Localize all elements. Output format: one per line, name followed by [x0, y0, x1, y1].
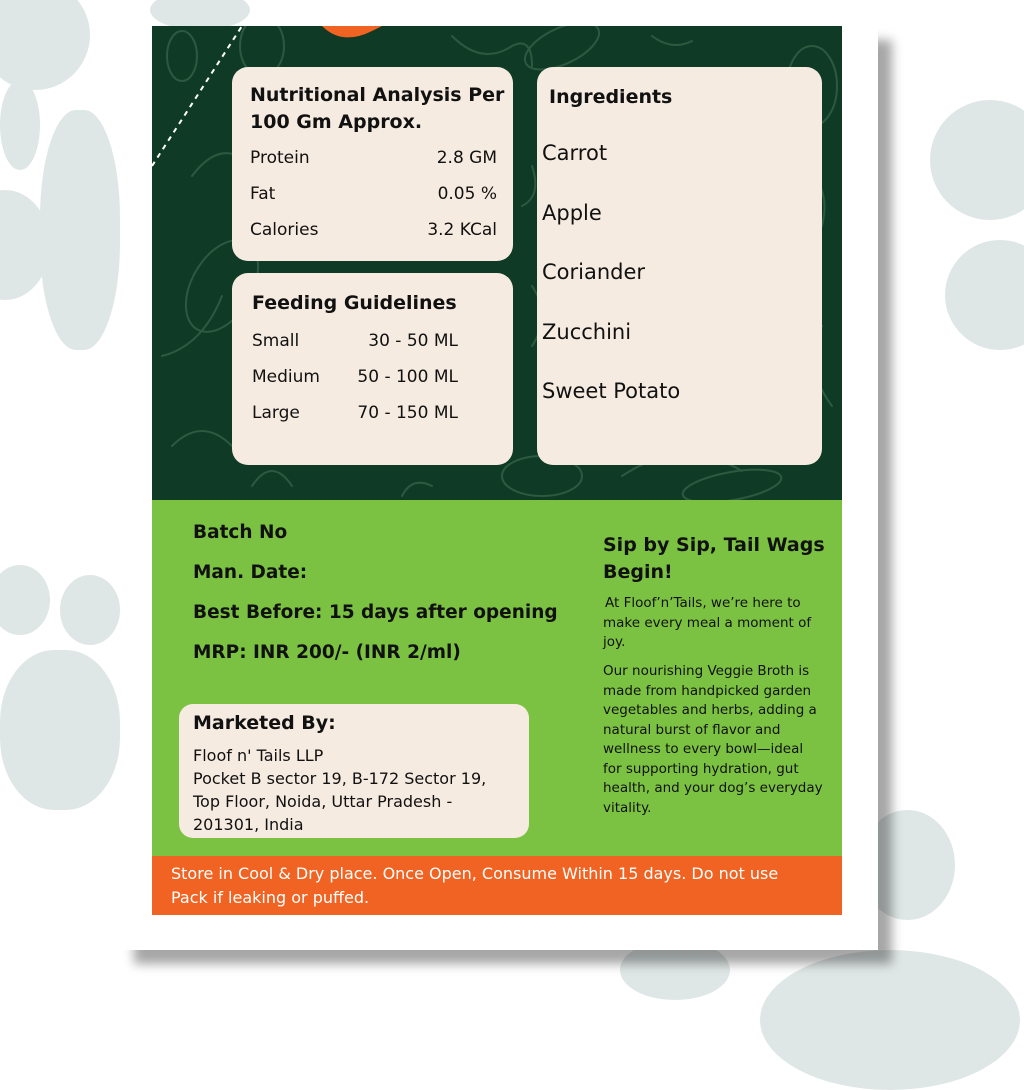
marketed-by-line: Pocket B sector 19, B-172 Sector 19,: [193, 769, 487, 788]
paragraph-line: vitality.: [603, 799, 652, 816]
tagline-title: [603, 532, 833, 586]
feeding-row-value: 30 - 50 ML: [368, 331, 458, 351]
paragraph-line: At Floof’n’Tails, we’re here to: [605, 595, 801, 611]
paragraph-line: natural burst of flavor and: [603, 721, 781, 738]
feeding-row-label: Small: [252, 331, 300, 351]
storage-line: Store in Cool & Dry place. Once Open, Consume Within 15 days. Do not use: [171, 864, 779, 883]
tagline-title-line: Begin!: [603, 561, 673, 583]
tagline-paragraph-1: [603, 594, 835, 653]
feeding-row-label: Large: [252, 403, 300, 423]
feeding-row-value: 70 - 150 ML: [357, 403, 458, 423]
nutrition-row-label: Fat: [250, 184, 276, 204]
paragraph-line: for supporting hydration, gut: [603, 760, 799, 777]
nutrition-row-value: 0.05 %: [437, 184, 497, 204]
marketed-by-title: Marketed By:: [193, 712, 336, 734]
marketed-by-line: Floof n' Tails LLP: [193, 746, 324, 765]
paragraph-line: made from handpicked garden: [603, 682, 812, 699]
ingredient-item: Coriander: [542, 260, 646, 284]
ingredients-title: Ingredients: [549, 86, 673, 108]
paragraph-line: Our nourishing Veggie Broth is: [603, 663, 810, 679]
paw-blob: [0, 650, 120, 810]
paw-blob: [760, 950, 1020, 1090]
marketed-by-line: Top Floor, Noida, Uttar Pradesh -: [193, 792, 453, 811]
tagline-title-line: Sip by Sip, Tail Wags: [603, 534, 825, 556]
ingredient-item: Carrot: [542, 141, 608, 165]
storage-instructions: [171, 862, 831, 909]
nutrition-title: [250, 82, 504, 136]
batch-no: Batch No: [193, 522, 288, 543]
nutrition-row-label: Protein: [250, 148, 310, 168]
storage-line: Pack if leaking or puffed.: [171, 887, 370, 907]
paragraph-line: vegetables and herbs, adding a: [603, 702, 817, 718]
nutrition-row-value: 2.8 GM: [436, 148, 497, 168]
nutrition-row-value: 3.2 KCal: [427, 220, 497, 240]
ingredient-item: Apple: [542, 201, 602, 225]
paw-blob: [60, 575, 120, 645]
tagline-paragraph-2: [603, 662, 835, 818]
paragraph-line: wellness to every bowl—ideal: [603, 741, 804, 757]
manufacture-date: Man. Date:: [193, 562, 308, 583]
nutrition-title-line: 100 Gm Approx.: [250, 111, 423, 133]
feeding-row-value: 50 - 100 ML: [357, 367, 458, 387]
paragraph-line: health, and your dog’s everyday: [603, 780, 823, 796]
paw-blob: [945, 240, 1024, 350]
paw-blob: [0, 0, 90, 90]
paw-blob: [0, 80, 40, 170]
nutrition-row-label: Calories: [250, 220, 319, 240]
paw-blob: [0, 565, 50, 635]
best-before: Best Before: 15 days after opening: [193, 602, 558, 623]
paragraph-line: make every meal a moment of: [603, 614, 812, 631]
feeding-title: Feeding Guidelines: [252, 292, 457, 314]
nutrition-title-line: Nutritional Analysis Per: [250, 84, 505, 106]
paw-blob: [40, 110, 120, 350]
paw-blob: [930, 100, 1024, 220]
mrp: MRP: INR 200/- (INR 2/ml): [193, 642, 461, 663]
ingredient-item: Zucchini: [542, 320, 632, 344]
ingredient-item: Sweet Potato: [542, 379, 681, 403]
feeding-row-label: Medium: [252, 367, 320, 387]
paragraph-line: joy.: [603, 634, 626, 650]
marketed-by-line: 201301, India: [193, 815, 304, 834]
